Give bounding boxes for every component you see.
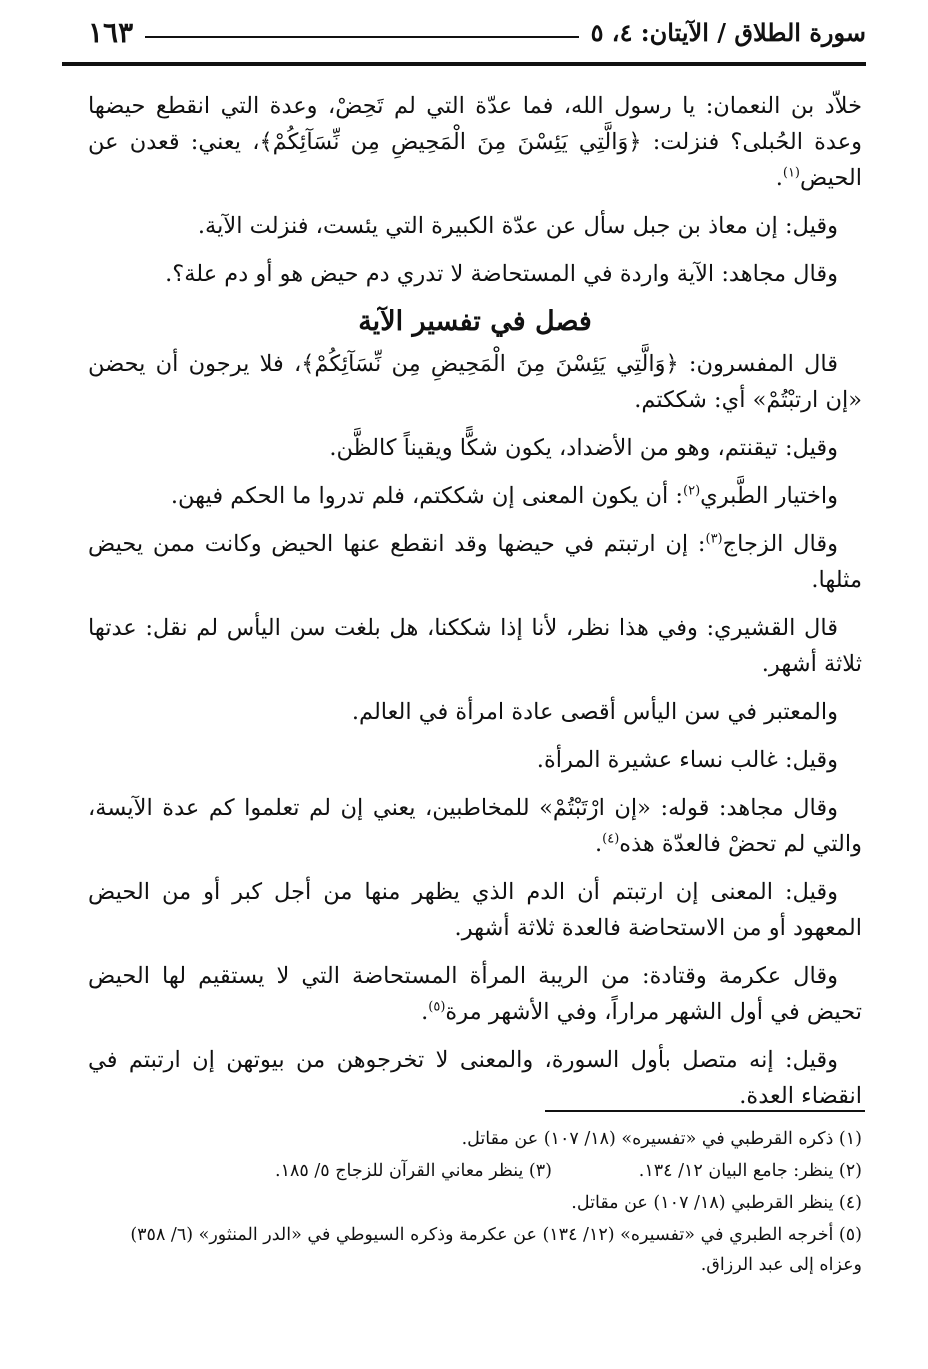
page-header [88,12,866,52]
footnote-row [88,1156,862,1186]
paragraph: واختيار الطَّبري$^{(٢)}$: أن يكون المعنى إن شككتم، فلم تدروا ما الحكم فيهن. [170,483,838,509]
footnote-separator [545,1110,865,1112]
paragraph: وقال عكرمة وقتادة: من الريبة المرأة المستحاضة التي لا يستقيم لها الحيض تحيض في أول الشهر مراراً، وفي الأشهر مرة$^{(٥)}$. [88,963,862,1025]
footnote: (١) ذكره القرطبي في «تفسيره» (١٨/ ١٠٧) عن مقاتل. [461,1129,862,1149]
footnote: (٢) ينظر: جامع البيان ١٢/ ١٣٤. [638,1161,862,1181]
paragraph: وقيل: إن معاذ بن جبل سأل عن عدّة الكبيرة التي يئست، فنزلت الآية. [197,213,838,239]
footnote: (٤) ينظر القرطبي (١٨/ ١٠٧) عن مقاتل. [571,1193,862,1213]
paragraph: قال المفسرون: ﴿وَالَّتِي يَئِسْنَ مِنَ الْمَحِيضِ مِن نِّسَآئِكُمْ﴾، فلا يرجون أن يحضن «إن ارتبْتُمْ» أي: شككتم. [88,351,862,413]
section-heading: فصل في تفسير الآية [358,306,592,337]
paragraph: وقال مجاهد: الآية واردة في المستحاضة لا تدري دم حيض هو أو دم علة؟. [165,261,838,287]
footnote-ref: (١) [782,165,800,181]
main-text [88,88,862,1126]
paragraph: وقال الزجاج$^{(٣)}$: إن ارتبتم في حيضها وقد انقطع عنها الحيض وكانت ممن يحيض مثلها. [88,531,862,593]
footnote-ref: (٤) [602,831,620,847]
footnote-ref: (٥) [428,999,446,1015]
footnote: (٥) أخرجه الطبري في «تفسيره» (١٢/ ١٣٤) عن عكرمة وذكره السيوطي في «الدر المنثور» (٦/ ٣٥٨) وعزاه إلى عبد الرزاق. [130,1225,862,1275]
page-number: ١٦٣ [88,15,134,49]
footnotes [88,1124,862,1282]
header-rule [62,62,866,66]
running-title: سورة الطلاق / الآيتان: ٤، ٥ [590,17,866,47]
footnote: (٣) ينظر معاني القرآن للزجاج ٥/ ١٨٥. [275,1161,552,1181]
footnote-ref: (٢) [683,483,701,499]
paragraph: وقال مجاهد: قوله: «إن ارْتَبْتُمْ» للمخاطبين، يعني إن لم تعلموا كم عدة الآيسة، والتي لم تحضْ فالعدّة هذه$^{(٤)}$. [88,795,862,857]
paragraph: وقيل: غالب نساء عشيرة المرأة. [536,747,838,773]
paragraph: وقيل: إنه متصل بأول السورة، والمعنى لا تخرجوهن من بيوتهن إن ارتبتم في انقضاء العدة. [88,1047,862,1109]
paragraph: وقيل: المعنى إن ارتبتم أن الدم الذي يظهر منها من أجل كبر أو من الحيض المعهود أو من الاستحاضة فالعدة ثلاثة أشهر. [88,879,862,941]
header-line [145,36,578,38]
paragraph: والمعتبر في سن اليأس أقصى عادة امرأة في العالم. [351,699,838,725]
paragraph: قال القشيري: وفي هذا نظر، لأنا إذا شككنا، هل بلغت سن اليأس لم نقل: عدتها ثلاثة أشهر. [88,615,862,677]
footnote-ref: (٣) [705,531,723,547]
quran-verse: ﴿وَالَّتِي يَئِسْنَ مِنَ الْمَحِيضِ مِن نِّسَآئِكُمْ﴾ [259,129,642,155]
paragraph: خلاّد بن النعمان: يا رسول الله، فما عدّة التي لم تَحِضْ، وعدة التي انقطع حيضها وعدة الحُبلى؟ فنزلت: ﴿وَالَّتِي يَئِسْنَ مِنَ الْمَحِيضِ مِن نِّسَآئِكُمْ﴾، يعني: قعدن عن الحيض$^{(١)}$. [88,93,862,191]
paragraph: وقيل: تيقنتم، وهو من الأضداد، يكون شكًّا ويقيناً كالظَّن. [329,435,838,461]
quran-verse: ﴿وَالَّتِي يَئِسْنَ مِنَ الْمَحِيضِ مِن نِّسَآئِكُمْ﴾ [301,351,679,377]
